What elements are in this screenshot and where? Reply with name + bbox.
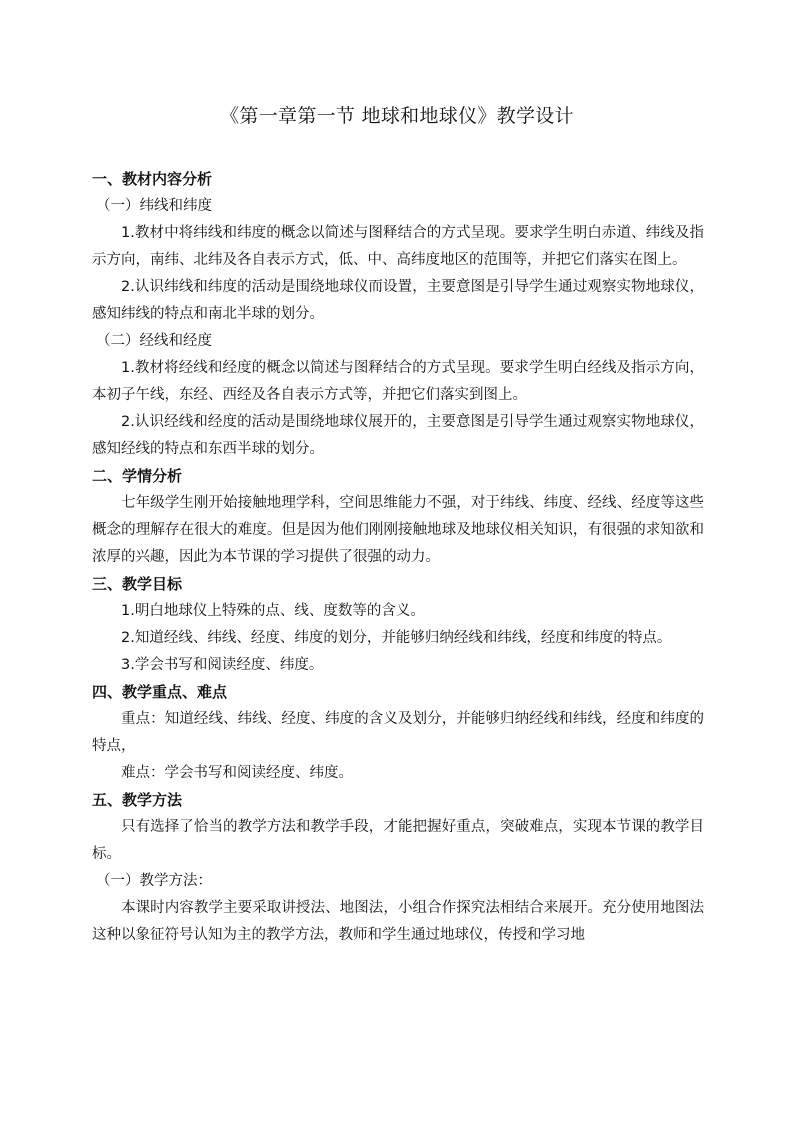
paragraph: 2.认识经线和经度的活动是围绕地球仪展开的，主要意图是引导学生通过观察实物地球仪，感知经线的特点和东西半球的划分。	[92, 414, 704, 457]
section-heading: 一、教材内容分析	[92, 170, 213, 188]
section-heading: 三、教学目标	[92, 575, 183, 593]
document-body	[92, 166, 704, 949]
subsection-heading: （一）教学方法：	[96, 873, 212, 889]
paragraph: 1.明白地球仪上特殊的点、线、度数等的含义。	[121, 603, 425, 619]
paragraph: 只有选择了恰当的教学方法和教学手段，才能把握好重点，突破难点，实现本节课的教学目标。	[92, 819, 704, 862]
paragraph: 七年级学生刚开始接触地理学科，空间思维能力不强，对于纬线、纬度、经线、经度等这些概念的理解存在很大的难度。但是因为他们刚刚接触地球及地球仪相关知识，有很强的求知欲和浓厚的兴趣，因此为本节课的学习提供了很强的动力。	[92, 495, 704, 565]
paragraph: 难点：学会书写和阅读经度、纬度。	[121, 765, 353, 781]
subsection-heading: （一）纬线和纬度	[96, 198, 212, 214]
document-title: 《第一章第一节 地球和地球仪》教学设计	[220, 105, 574, 127]
paragraph: 重点：知道经线、纬线、经度、纬度的含义及划分，并能够归纳经线和纬线，经度和纬度的特点，	[92, 711, 704, 754]
section-heading: 二、学情分析	[92, 467, 183, 485]
paragraph: 本课时内容教学主要采取讲授法、地图法，小组合作探究法相结合来展开。充分使用地图法这种以象征符号认知为主的教学方法，教师和学生通过地球仪，传授和学习地	[92, 900, 704, 943]
section-heading: 四、教学重点、难点	[92, 683, 228, 701]
paragraph: 2.认识纬线和纬度的活动是围绕地球仪而设置，主要意图是引导学生通过观察实物地球仪，感知纬线的特点和南北半球的划分。	[92, 279, 704, 322]
paragraph: 1.教材将经线和经度的概念以简述与图释结合的方式呈现。要求学生明白经线及指示方向，本初子午线，东经、西经及各自表示方式等，并把它们落实到图上。	[92, 360, 704, 403]
paragraph: 1.教材中将纬线和纬度的概念以简述与图释结合的方式呈现。要求学生明白赤道、纬线及指示方向，南纬、北纬及各自表示方式，低、中、高纬度地区的范围等，并把它们落实在图上。	[92, 225, 704, 268]
paragraph: 3.学会书写和阅读经度、纬度。	[121, 657, 324, 673]
subsection-heading: （二）经线和经度	[96, 333, 212, 349]
section-heading: 五、教学方法	[92, 791, 183, 809]
paragraph: 2.知道经线、纬线、经度、纬度的划分，并能够归纳经线和纬线，经度和纬度的特点。	[121, 630, 672, 646]
